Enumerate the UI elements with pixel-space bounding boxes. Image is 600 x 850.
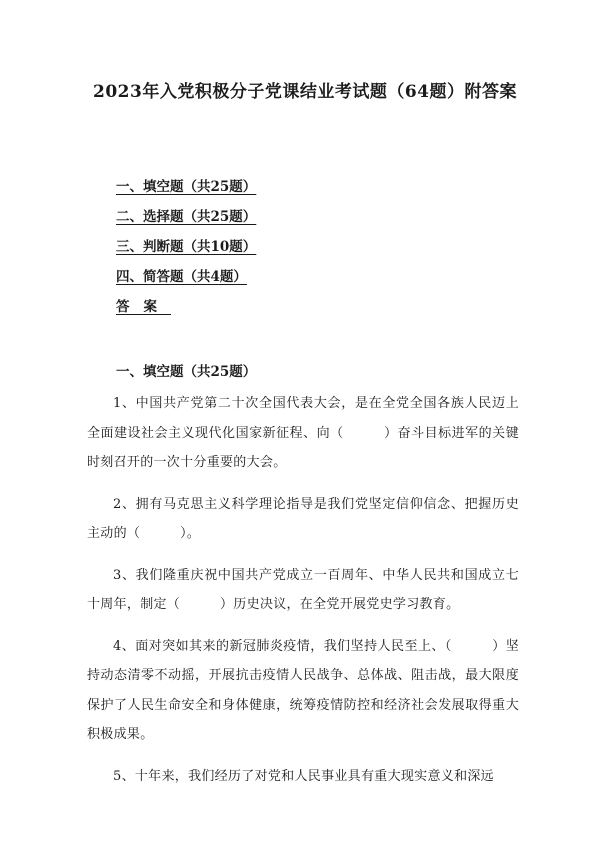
question-item: 4、面对突如其来的新冠肺炎疫情，我们坚持人民至上、（ ）坚持动态清零不动摇，开展抗击疫情人民战争、总体战、阻击战，最大限度保护了人民生命安全和身体健康，统筹疫情防控和经济社会发展取得重大积极成果。 [87, 638, 519, 742]
toc-link[interactable]: 一、填空题（共25题） [116, 179, 257, 195]
question-list [87, 389, 519, 803]
toc-item-fill-in-blanks[interactable] [116, 172, 256, 202]
toc-link[interactable]: 四、简答题（共4题） [116, 269, 247, 285]
question-item: 1、中国共产党第二十次全国代表大会，是在全党全国各族人民迈上全面建设社会主义现代化国家新征程、向（ ）奋斗目标进军的关键时刻召开的一次十分重要的大会。 [87, 396, 519, 470]
document-title: 2023年入党积极分子党课结业考试题（64题）附答案 [93, 82, 517, 102]
toc-link[interactable]: 三、判断题（共10题） [116, 239, 257, 255]
table-of-contents [116, 172, 256, 322]
toc-item-multiple-choice[interactable] [116, 202, 256, 232]
toc-item-true-false[interactable] [116, 232, 256, 262]
question-item: 2、拥有马克思主义科学理论指导是我们党坚定信仰信念、把握历史主动的（ ）。 [87, 496, 519, 541]
question-item: 5、十年来，我们经历了对党和人民事业具有重大现实意义和深远 [113, 768, 494, 784]
toc-item-short-answer[interactable] [116, 262, 256, 292]
toc-link[interactable]: 答案 [116, 299, 171, 315]
question-item: 3、我们隆重庆祝中国共产党成立一百周年、中华人民共和国成立七十周年，制定（ ）历史决议，在全党开展党史学习教育。 [87, 567, 519, 612]
toc-link[interactable]: 二、选择题（共25题） [116, 209, 257, 225]
section-heading: 一、填空题（共25题） [116, 364, 257, 380]
toc-item-answers[interactable] [116, 292, 256, 322]
